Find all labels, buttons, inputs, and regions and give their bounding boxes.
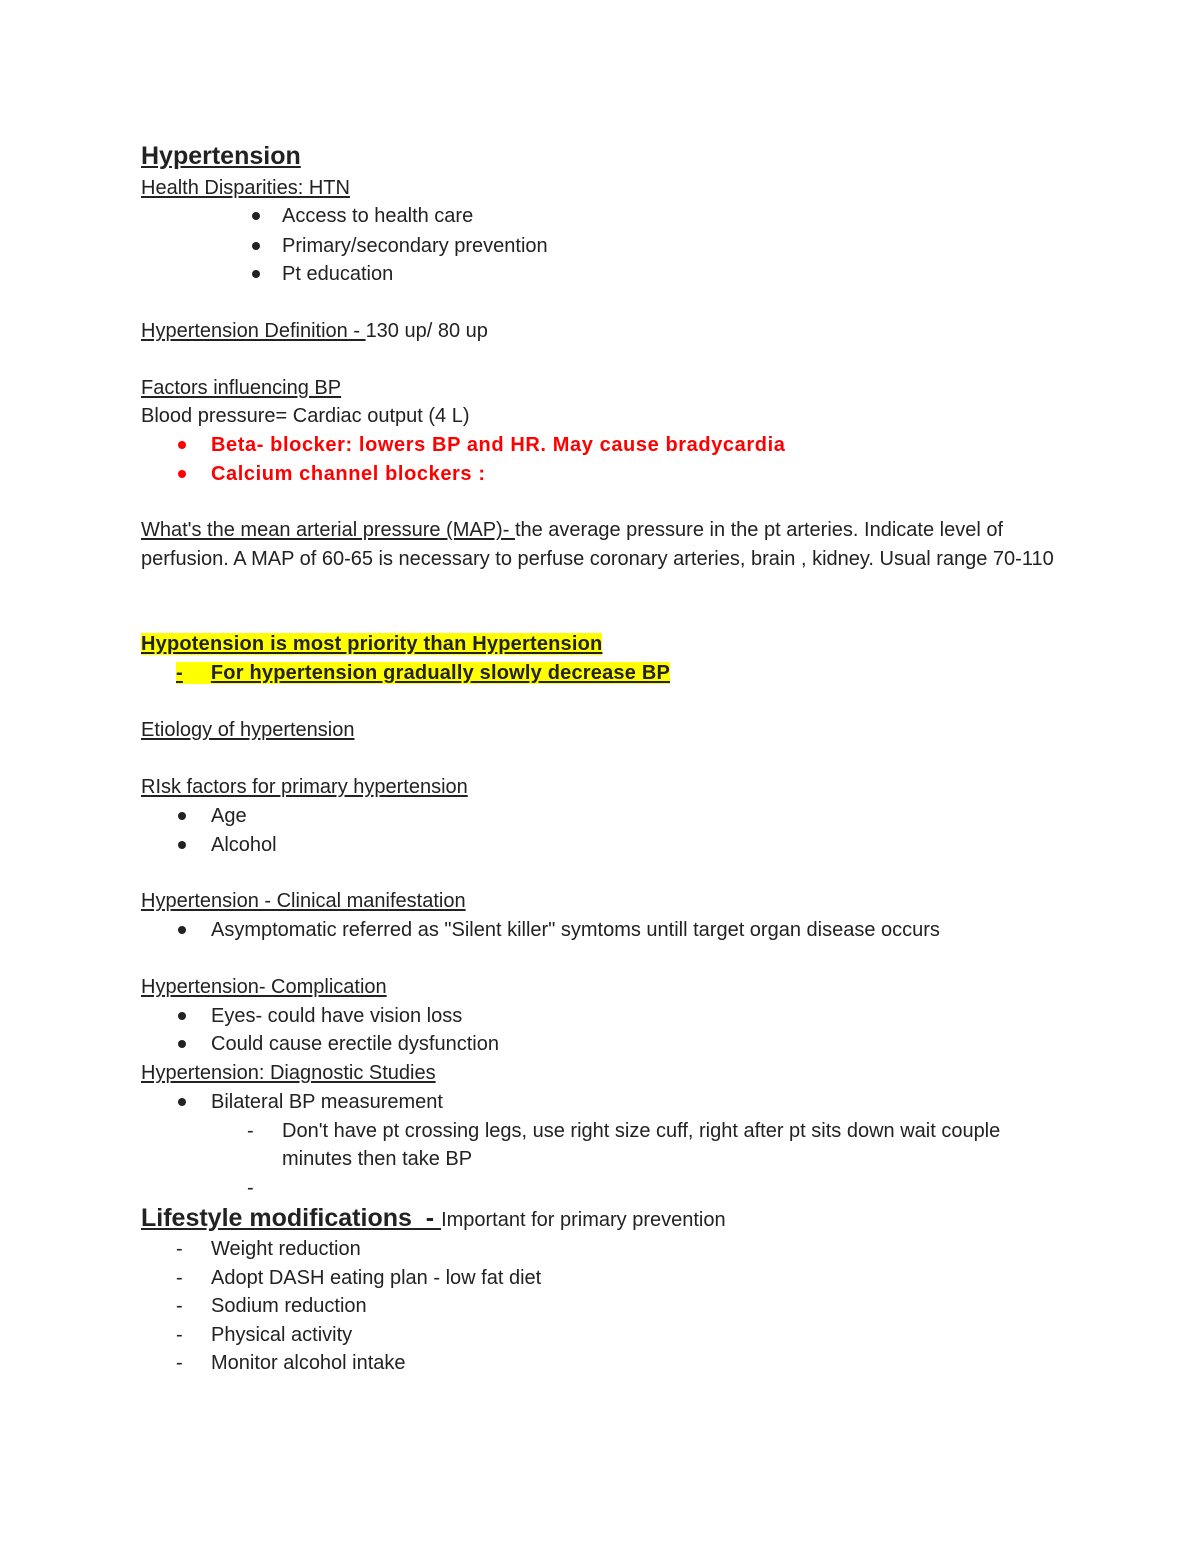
bullet-icon bbox=[178, 470, 186, 478]
list-item: Asymptomatic referred as "Silent killer" symtoms untill target organ disease occurs bbox=[211, 919, 940, 941]
lifestyle-heading-line bbox=[141, 1203, 726, 1235]
list-item: Adopt DASH eating plan - low fat diet bbox=[211, 1267, 542, 1289]
risk-heading: RIsk factors for primary hypertension bbox=[141, 776, 468, 798]
clinical-heading: Hypertension - Clinical manifestation bbox=[141, 890, 466, 912]
map-text: the average pressure in the pt arteries. Indicate level of perfusion. A MAP of 60-65 is necessary to perfuse coronary arteries, brain , kidney. Usual range 70-110 bbox=[141, 519, 1054, 570]
diagnostic-heading: Hypertension: Diagnostic Studies bbox=[141, 1062, 436, 1084]
page-title: Hypertension bbox=[141, 142, 301, 170]
disparities-heading: Health Disparities: HTN bbox=[141, 177, 350, 199]
map-paragraph bbox=[141, 516, 1061, 573]
beta-blocker-item: Beta- blocker: lowers BP and HR. May cause bradycardia bbox=[211, 434, 786, 456]
definition-label: Hypertension Definition - bbox=[141, 320, 366, 342]
list-item: Pt education bbox=[282, 263, 394, 285]
bp-formula: Blood pressure= Cardiac output (4 L) bbox=[141, 405, 470, 427]
empty-dash-marker: - bbox=[247, 1177, 254, 1199]
lifestyle-note: Important for primary prevention bbox=[441, 1209, 726, 1231]
bullet-icon bbox=[252, 212, 260, 220]
bullet-icon bbox=[178, 812, 186, 820]
factors-heading: Factors influencing BP bbox=[141, 377, 342, 399]
lifestyle-heading: Lifestyle modifications - bbox=[141, 1204, 442, 1232]
complication-heading: Hypertension- Complication bbox=[141, 976, 387, 998]
list-item: Alcohol bbox=[211, 834, 277, 856]
bullet-icon bbox=[178, 1098, 186, 1106]
list-item: Sodium reduction bbox=[211, 1295, 367, 1317]
diagnostic-subitem: Don't have pt crossing legs, use right size cuff, right after pt sits down wait couple minutes then take BP bbox=[282, 1120, 1001, 1170]
dash-marker: - bbox=[176, 1267, 183, 1289]
list-item: Primary/secondary prevention bbox=[282, 235, 548, 257]
list-item: Physical activity bbox=[211, 1324, 353, 1346]
bullet-icon bbox=[178, 841, 186, 849]
bullet-icon bbox=[178, 926, 186, 934]
list-item: Access to health care bbox=[282, 205, 474, 227]
bullet-icon bbox=[178, 441, 186, 449]
list-item: Eyes- could have vision loss bbox=[211, 1005, 463, 1027]
etiology-heading: Etiology of hypertension bbox=[141, 719, 355, 741]
dash-marker: - bbox=[247, 1120, 254, 1142]
bullet-icon bbox=[252, 242, 260, 250]
priority-heading: Hypotension is most priority than Hypertension bbox=[141, 633, 603, 655]
bullet-icon bbox=[252, 270, 260, 278]
map-label: What's the mean arterial pressure (MAP)- bbox=[141, 519, 515, 541]
list-item: Age bbox=[211, 805, 247, 827]
list-item: Weight reduction bbox=[211, 1238, 361, 1260]
dash-marker: - bbox=[176, 1238, 183, 1260]
bullet-icon bbox=[178, 1012, 186, 1020]
priority-item: For hypertension gradually slowly decrease BP bbox=[210, 662, 671, 684]
definition-line bbox=[141, 318, 488, 344]
dash-marker: - bbox=[176, 1295, 183, 1317]
dash-marker: - bbox=[176, 1352, 183, 1374]
priority-heading-line bbox=[141, 631, 602, 657]
priority-dash: - bbox=[176, 662, 211, 684]
list-item: Bilateral BP measurement bbox=[211, 1091, 443, 1113]
priority-item-line bbox=[176, 660, 670, 686]
bullet-icon bbox=[178, 1040, 186, 1048]
calcium-channel-item: Calcium channel blockers : bbox=[211, 463, 486, 485]
definition-value: 130 up/ 80 up bbox=[365, 320, 488, 342]
list-item: Could cause erectile dysfunction bbox=[211, 1033, 499, 1055]
list-item: Monitor alcohol intake bbox=[211, 1352, 406, 1374]
dash-marker: - bbox=[176, 1324, 183, 1346]
